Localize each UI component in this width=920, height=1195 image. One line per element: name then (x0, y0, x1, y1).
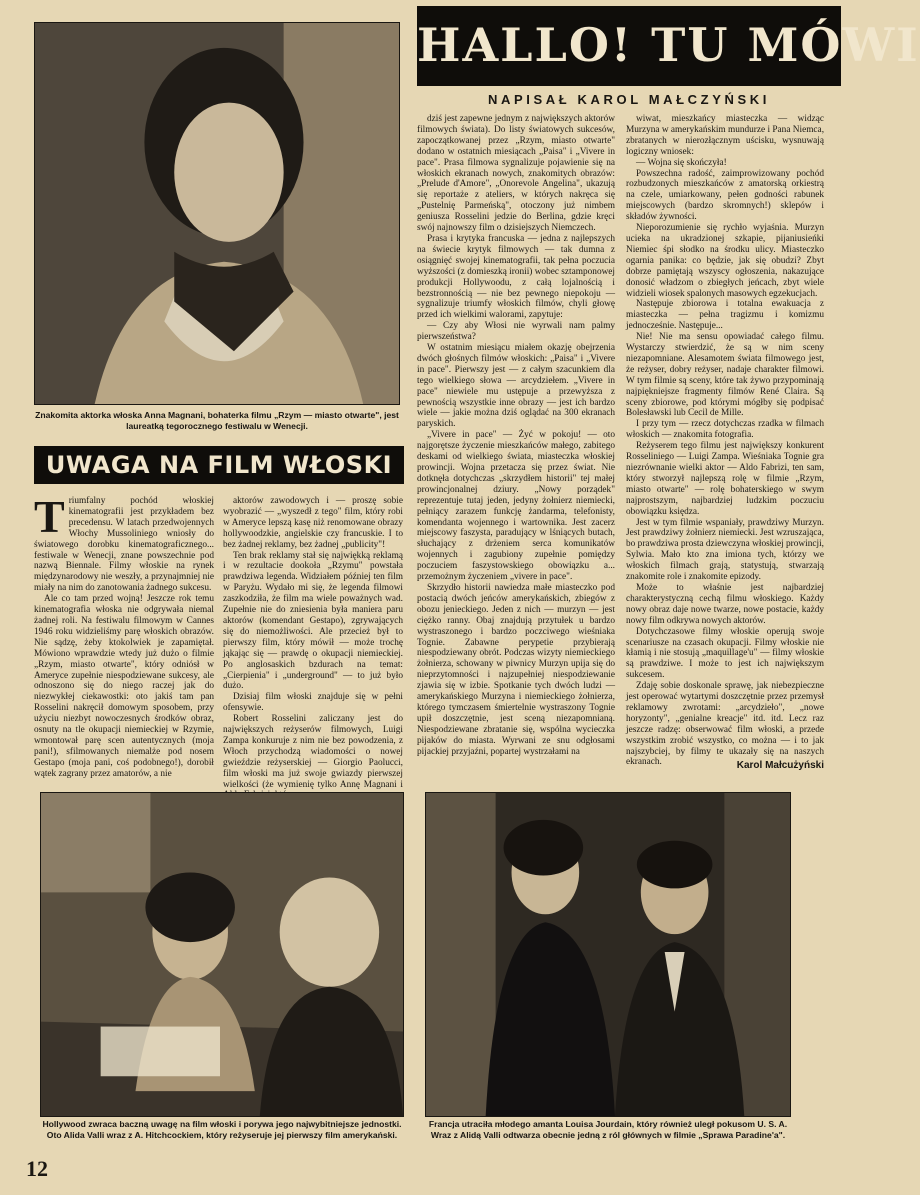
byline: NAPISAŁ KAROL MAŁCZYŃSKI (488, 92, 770, 107)
paragraph: Następuje zbiorowa i totalna ewakuacja z miasteczka — pełna tragizmu i komizmu jednocześnie. Następuje... (626, 299, 824, 332)
paragraph: — Wojna się skończyła! (636, 157, 727, 168)
paragraph: Skrzydło historii nawiedza małe miasteczko pod postacią dwóch jeńców amerykańskich, zbiegów z obozu jenieckiego. Jeden z nich — murzyn — jest ciężko ranny. Obaj znajdują przytułek u bardzo wystraszonego i bardzo poczciwego wieśniaka Tognie. Zabawne perypetie przybierają niespodziewany obrót. Podczas wizyty niemieckiego żołnierza, schowany w piwnicy Murzyn upija się do nieprzytomności i najzupełniej niespodziewanie zjawia się w izbie. Spotkanie tych dwóch ludzi — amerykańskiego Murzyna i niemieckiego żołnierza, którego tymczasem śmiertelnie wystraszony Tognie upił doszczętnie, jest sceną niezapomnianą. Niespodziewane zbratanie się, wspólna wycieczka pijaków do miasta. Wyrwani ze snu odgłosami pijackiej przyjaźni, popartej wystrzałami na (417, 582, 615, 757)
paragraph: Robert Rosselini zaliczany jest do największych reżyserów filmowych, Luigi Zampa konkuruje z nim nie bez powodzenia, z Włoch przychodzą wiadomości o nowej gwieździe reżyserskiej — Giorgio Paolucci, film włoski ma już swoje gwiazdy pierwszej wielkości (że wymienię tylko Annę Magnani i (223, 714, 403, 790)
article-column-2 (223, 496, 403, 790)
paragraph: Nieporozumienie się rychło wyjaśnia. Murzyn ucieka na ukradzionej szkapie, pijaniusieńki Niemiec śpi słodko na środku ulicy. Miasteczko ogarnia panika: co będzie, jak się obudzi? Zbyt dobrze pamiętają wszyscy ogłoszenia, nakazujące donosić władzom o zbiegłych jeńcach, zbyt wiele widzieli wiosek spalonych masowych egzekucjach. (626, 223, 824, 299)
paragraph: Prasa i krytyka francuska — jedna z najlepszych na świecie krytyk filmowych — tak dumna z osiągnięć swojej kinematografii, tak pełna poczucia wyższości (z domieszką ironii) wobec sztamponowej produkcji Hollywoodu, z całą lojalnością i bezstronnością — nie bez pewnego niepokoju — sygnalizuje triumfy włoskich filmów, chyli głowę przed ich wielkimi walorami, zapytuje: (417, 233, 616, 321)
photo-caption-bottom-left: Hollywood zwraca baczną uwagę na film włoski i porywa jego najwybitniejsze jednostki. Oto Alida Valli wraz z A. Hitchcockiem, który reżyseruje jej pierwszy film amerykański. (42, 1119, 402, 1140)
paragraph: riumfalny pochód włoskiej kinematografii jest przykładem bez precedensu. W latach przedwojennych Włochy Mussoliniego wniosły do światowego dorobku kinematograficznego... festiwale w Wenecji, znane powszechnie pod nazwą Biennale. Filmy włoskie na rynek międzynarodowy nie weszły, a przynajmniej nie miały na nim do zanotowania żadnego sukcesu. (34, 496, 214, 594)
photo-anna-magnani-image (35, 23, 399, 404)
article-headline (34, 446, 404, 484)
photo-valli-hitchcock (40, 792, 404, 1117)
drop-cap: T (34, 491, 65, 542)
paragraph: wiwat, mieszkańcy miasteczka — widząc Murzyna w amerykańskim mundurze i Pana Niemca, zbratanych w nierozłącznym uścisku, wysnuwają logiczny wniosek: (626, 114, 825, 157)
article-column-1 (34, 491, 214, 781)
paragraph: W ostatnim miesiącu miałem okazję obejrzenia dwóch głośnych filmów włoskich: „Paisa" i „Vivere in pace". Pierwszy jest — z całym szacunkiem dla tego wielkiego słowa — arcydziełem. „Vivere in pace" niewiele mu ustępuje a przewyższa z pewnością wszystkie inne obrazy — jest ich bardzo wiele — jakie można dziś oglądać na 300 ekranach paryskich. (417, 343, 615, 430)
paragraph: Powszechna radość, zaimprowizowany pochód rozbudzonych mieszkańców z amatorską orkiestrą na czele, umiarkowany, pełen godności rabunek miejscowych (bardzo skromnych!) sklepów i składów żywności. (626, 168, 824, 223)
paragraph: aktorów zawodowych i — proszę sobie wyobrazić — „wyszedł z tego" film, który robi w Ameryce lepszą kasę niż renomowane obrazy hollywoodzkie, angielskie czy francuskie. I to bez żadnej reklamy, bez żadnej „publicity"! (223, 496, 403, 550)
paragraph: Ten brak reklamy stał się najwiękką reklamą i w rezultacie dookoła „Rzymu" powstała prawdziwa legenda. Widziałem później ten film w Paryżu. Wydało mi się, że legenda filmowi zaszkodziła, że film ma wiele poważnych wad. Zupełnie nie do zniesienia była maniera paru aktorów (komendant Gestapo), zgrywających się do niemożliwości. Ale przecież był to pierwszy film, który mówił — może trochę jąkając się — prawdę o okupacji niemieckiej. Po anglosaskich bzdurach na temat: „Cierpienia" i „underground" — to już było dużo. (223, 550, 403, 692)
paragraph: Może to właśnie jest najbardziej charakterystyczną cechą filmu włoskiego. Każdy nowy obraz daje nowe twarze, nowe postacie, każdy nowy film odkrywa nowych aktorów. (626, 582, 824, 626)
photo-caption-top-left: Znakomita aktorka włoska Anna Magnani, bohaterka filmu „Rzym — miasto otwarte", jest laureatką tegorocznego festiwalu w Wenecji. (35, 410, 399, 431)
paragraph: dziś jest zapewne jednym z największych aktorów filmowych świata). Do listy światowych sukcesów, zapoczątkowanej przez „Rzym, miasto otwarte" dodano w ostatnich miesiącach „Paisa" i „Vivere in pace". Prasa filmowa sygnalizuje pojawienie się na włoskich ekranach nowych, znakomitych obrazów: „Prelude d'Amore", „Onorevole Angelina", ukazują się reportaże z ateliers, w których nakręca się „Pustelnię Parmeńską", otoczony już nimbem geniusza Rosselini jedzie do Berlina, gdzie kręci swój najnowszy film o dzisiejszych Niemczech. (417, 114, 615, 234)
paragraph: Zdaję sobie doskonale sprawę, jak niebezpieczne jest operować wytartymi doszczętnie przez przemysł reklamowy zwrotami: „arcydzieło", „nowe horyzonty", „genialne kreacje" itd. itd. Lecz raz jeszcze radzę: obserwować film włoski, a przede wszystkim zrobić wszystko, co można — i to jak najszybciej, by filmy te ukazały się na naszych ekranach. (626, 681, 824, 768)
photo-valli-hitchcock-image (41, 793, 403, 1116)
photo-jourdain-valli (425, 792, 791, 1117)
page-number: 12 (26, 1156, 48, 1181)
paragraph: Jest w tym filmie wspaniały, prawdziwy Murzyn. Jest prawdziwy żołnierz niemiecki. Jest wzruszająca, bo prawdziwa prosta dziewczyna włoskiej prowincji, Sylwia. Mało kto zna imiona tych, którzy we włoskich filmach grają, statystują, stwarzają znakomite role i znakomite epizody. (626, 517, 824, 583)
paragraph: Dotychczasowe filmy włoskie operują swoje scenariusze na czasach okupacji. Filmy włoskie nie kłamią i nie stosują „maquillage'u" — filmy włoskie są prawdziwe. I może to jest ich największym sukcesem. (626, 626, 824, 681)
author-signature: Karol Małcużyński (736, 760, 824, 771)
paragraph: — Czy aby Włosi nie wyrwali nam palmy pierwszeństwa? (417, 321, 615, 343)
photo-jourdain-valli-image (426, 793, 790, 1116)
article-headline-text: UWAGA NA FILM WŁOSKI (45, 451, 393, 479)
paragraph: Ale co tam przed wojną! Jeszcze rok temu kinematografia włoska nie odgrywała niemal żadnej roli. Na festiwalu filmowym w Cannes 1946 roku widzieliśmy parę włoskich obrazów. Nie sądzę, żeby ktokolwiek je zapamiętał. Mówiono wprawdzie wtedy już dużo o filmie „Rzym, miasto otwarte", który odniósł w Ameryce zupełnie niespodziewane sukcesy, ale odnoszono się do niego raczej jak do niezwykłej ciekawostki: oto jakiś tam pan Rosselini nakręcił domowym sposobem, przy użyciu niezbyt nowoczesnych środków obraz, osnuty na tle okupacji niemieckiej w Rzymie, wmontował parę scen autentycznych (moja pani!), sfilmowanych niemalże pod nosem Gestapo (moja pani, coś podobnego!), dorobił wątek zagrany przez amatorów, a nie (34, 594, 214, 779)
paragraph: I przy tym — rzecz dotychczas rzadka w filmach włoskich — znakomita fotografia. (626, 419, 824, 441)
header-banner (417, 6, 920, 86)
page-title: HALLO! TU MÓWI (417, 18, 920, 72)
paragraph: Reżyserem tego filmu jest największy konkurent Rosseliniego — Luigi Zampa. Wieśniaka Tognie gra niezrównanie wielki aktor — Aldo Fabrizi, ten sam, który stworzył najlepszą rolę w filmie „Rzym, miasto otwarte" — rolę bohaterskiego w swym najprostszym, najbardziej ludzkim poczuciu obowiązku księdza. (626, 441, 824, 517)
article-column-3 (417, 114, 615, 781)
paragraph: Nie! Nie ma sensu opowiadać całego filmu. Wystarczy stwierdzić, że są w nim sceny niezapomniane. Alesamotem świata filmowego jest, że reżyser, dobry reżyser, nadaje charakter filmowi. W tym filmie są sceny, które tak żywo przypominają najpiękniejsze fragmenty filmów René Claira. Są sceny zbiorowe, pod którymi mógłby się podpisać Bolesławski lub Cecil de Mille. (626, 332, 824, 419)
photo-caption-bottom-right: Francja utraciła młodego amanta Louisa Jourdain, który również uległ pokusom U. S. A. Wraz z Alidą Valli odtwarza obecnie jedną z ról głównych w filmie „Sprawa Paradine'a". (428, 1119, 788, 1140)
photo-anna-magnani (34, 22, 400, 405)
paragraph: Dzisiaj film włoski znajduje się w pełni ofensywie. (223, 692, 403, 714)
paragraph: „Vivere in pace" — Żyć w pokoju! — oto najgorętsze życzenie mieszkańców małego, zabitego deskami od wielkiego świata, miasteczka włoskiej prowincji. Wojna przetacza się przez świat. Nie dotknęła dotychczas „skrzydłem historii" tej małej prowincjonalnej dziury. „Nowy porządek" reprezentuje tutaj jeden, jedyny żołnierz niemiecki, pełniący zarazem funkcję żandarma, telefonisty, komendanta wojennego i wartownika. Jest zacerz miejscowy faszysta, paradujący w lśniących butach, słuchający z drżeniem serca komunikatów wojennych i zagubiony zupełnie pomiędzy poczuciem faszystowskiego obowiązku a... przemożnym życzeniem „vivere in pace". (417, 430, 615, 583)
